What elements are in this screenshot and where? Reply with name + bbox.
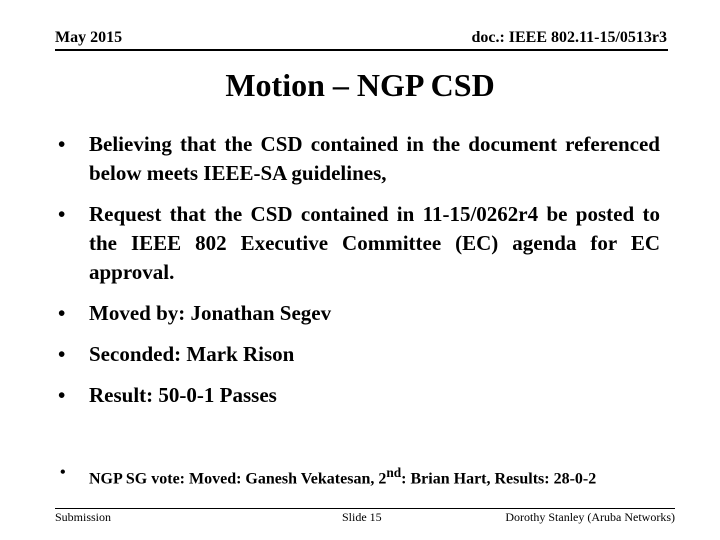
- bullet-icon: •: [58, 301, 66, 325]
- sg-vote-superscript: nd: [386, 465, 402, 480]
- bullet-icon: •: [60, 464, 66, 481]
- bullet-icon: •: [58, 132, 66, 156]
- footer-divider: [55, 508, 675, 509]
- slide-title: Motion – NGP CSD: [225, 67, 495, 103]
- bullet-text: Result: 50-0-1 Passes: [89, 383, 277, 407]
- bullet-item-result: [55, 381, 660, 410]
- header-date: May 2015: [55, 29, 123, 46]
- bullet-list: [55, 130, 660, 410]
- sg-vote-suffix: : Brian Hart, Results: 28-0-2: [401, 470, 597, 488]
- bullet-item-moved-by: [55, 299, 660, 328]
- header-divider: [55, 49, 668, 51]
- bullet-text: Seconded: Mark Rison: [89, 342, 295, 366]
- bullet-icon: •: [58, 383, 66, 407]
- bullet-text: Believing that the CSD contained in the document referenced below meets IEEE-SA guidelines,: [89, 132, 660, 185]
- footer-author: Dorothy Stanley (Aruba Networks): [505, 510, 675, 524]
- footer-slide-number: Slide 15: [342, 510, 382, 524]
- header-doc-id: doc.: IEEE 802.11-15/0513r3: [471, 29, 667, 46]
- sg-vote-item: [55, 462, 675, 490]
- bullet-item-request: [55, 200, 660, 287]
- bullet-item-seconded: [55, 340, 660, 369]
- bullet-text: Request that the CSD contained in 11-15/0262r4 be posted to the IEEE 802 Executive Committee (EC) agenda for EC approval.: [89, 202, 660, 284]
- bullet-icon: •: [58, 342, 66, 366]
- bullet-item-believing: [55, 130, 660, 188]
- bullet-icon: •: [58, 202, 66, 226]
- sg-vote-prefix: NGP SG vote: Moved: Ganesh Vekatesan, 2: [89, 470, 387, 488]
- footer-submission: Submission: [55, 510, 112, 524]
- bullet-text: Moved by: Jonathan Segev: [89, 301, 332, 325]
